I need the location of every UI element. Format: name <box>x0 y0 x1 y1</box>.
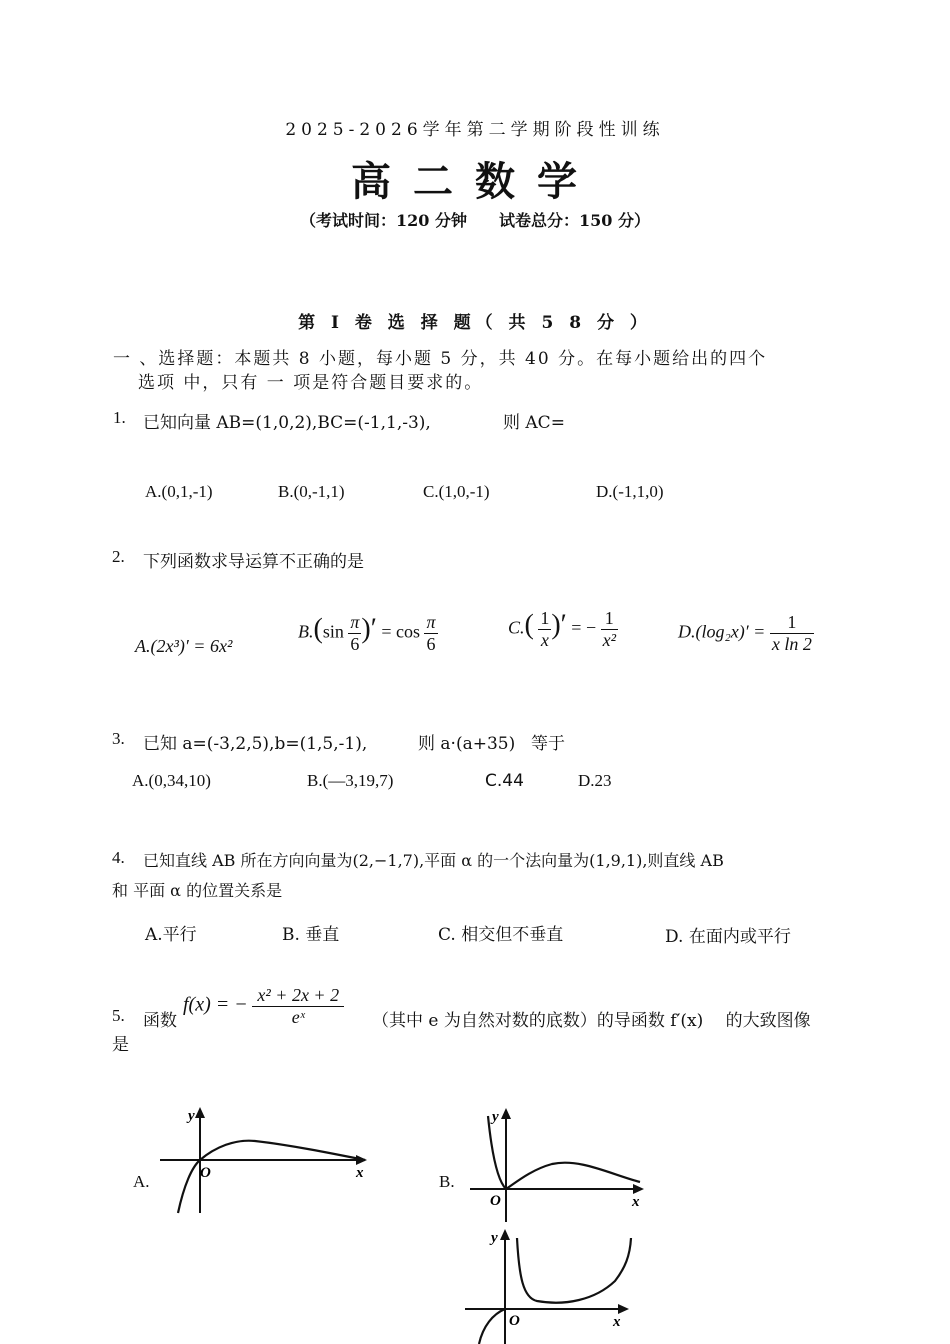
section-title: 第 I 卷 选 择 题（ 共 5 8 分 ） <box>298 313 652 333</box>
q2-option-c-num: 1 <box>540 608 550 628</box>
graph-a-origin: O <box>200 1165 211 1181</box>
q4-option-a: A.平行 <box>145 925 197 945</box>
q2-option-b-pi: π <box>350 612 360 632</box>
q5-stem-prefix: 函数 <box>143 1011 177 1031</box>
graph-a-x-label: x <box>356 1165 364 1181</box>
q5-function <box>183 985 344 1028</box>
q4-line1: 已知直线 AB 所在方向向量为(2,−1,7),平面 α 的一个法向量为(1,9,1),则直线 AB <box>143 851 724 870</box>
q5-graph-b <box>470 1106 650 1224</box>
q5-func-left: f(x) = − <box>183 993 248 1016</box>
q1-option-b: B.(0,-1,1) <box>278 482 345 501</box>
q2-option-a-expr: (2x³)′ = 6x² <box>150 636 233 656</box>
graph-c-origin: O <box>509 1313 520 1329</box>
q2-option-d-den: x ln 2 <box>771 634 812 654</box>
graph-b-y-label: y <box>492 1109 499 1125</box>
q5-graph-b-label: B. <box>439 1172 455 1191</box>
q2-option-b-cos: = cos <box>381 621 420 642</box>
q5-graph-c <box>465 1226 650 1344</box>
q5-stem-wrap: 是 <box>112 1035 129 1055</box>
q1-option-d: D.(-1,1,0) <box>596 482 664 501</box>
q3-number: 3. <box>112 729 125 748</box>
q2-option-d-label: D. <box>678 621 696 642</box>
q2-option-a-label: A. <box>135 636 151 656</box>
q2-option-b: B.(sin $\frac{\pi}{6}$ )′ = cos $\frac{\pi}{6}$ <box>298 612 436 654</box>
q2-option-d-left: (log₂x)′ = <box>695 621 766 642</box>
q3-stem-tail: 等于 <box>531 734 565 754</box>
q1-stem-tail: 则 AC= <box>503 413 565 433</box>
q3-option-b: B.(—3,19,7) <box>307 771 394 790</box>
q5-func-num: x² + 2x + 2 <box>252 985 344 1007</box>
subject-title: 高二数学 <box>351 158 599 205</box>
q4-number: 4. <box>112 848 125 867</box>
exam-info: （考试时间：120 分钟 试卷总分：150 分） <box>300 211 650 230</box>
graph-b-origin: O <box>490 1193 501 1209</box>
q4-option-d: D. 在面内或平行 <box>665 927 791 947</box>
q2-option-b-den: 6 <box>350 634 360 654</box>
exam-year-line: 2025-2026学年第二学期阶段性训练 <box>285 120 665 140</box>
q2-option-c-eq: = − <box>571 617 597 638</box>
q3-stem-mid: 则 a·(a+35) <box>418 734 516 754</box>
q5-graph-a-label: A. <box>133 1172 150 1191</box>
q2-option-c: C.( $\frac{1}{x}$ )′ = − $\frac{1}{\text{x²}}$ <box>508 608 616 650</box>
graph-a-y-label: y <box>188 1108 195 1124</box>
q2-option-c-label: C. <box>508 617 525 638</box>
q5-stem-tail: （其中 e 为自然对数的底数）的导函数 f′(x) 的大致图像 <box>372 1011 811 1031</box>
q4-option-c: C. 相交但不垂直 <box>438 925 564 945</box>
q4-line2: 和 平面 α 的位置关系是 <box>112 881 283 900</box>
q3-option-d: D.23 <box>578 771 612 790</box>
q5-func-den: eˣ <box>291 1007 305 1027</box>
q2-option-b-sin: sin <box>322 621 344 642</box>
q1-option-a: A.(0,1,-1) <box>145 482 213 501</box>
q5-number: 5. <box>112 1006 125 1025</box>
q2-number: 2. <box>112 547 125 566</box>
q2-option-b-pi-2: π <box>426 612 436 632</box>
q3-stem: 已知 a=(-3,2,5),b=(1,5,-1), <box>143 734 368 754</box>
section-instructions-line2: 选项 中，只有 一 项是符合题目要求的。 <box>138 373 484 393</box>
q2-option-c-rnum: 1 <box>601 608 618 630</box>
q1-option-c: C.(1,0,-1) <box>423 482 490 501</box>
q2-option-b-label: B. <box>298 621 314 642</box>
q2-option-c-den: x <box>540 630 549 650</box>
section-instructions-line1: 一 、选择题：本题共 8 小题，每小题 5 分，共 40 分。在每小题给出的四个 <box>113 349 768 369</box>
graph-c-x-label: x <box>613 1314 621 1330</box>
graph-c-y-label: y <box>491 1230 498 1246</box>
q3-option-c: C.44 <box>485 771 524 791</box>
q2-option-d <box>678 612 814 655</box>
q5-graph-a <box>160 1105 375 1215</box>
graph-b-x-label: x <box>632 1194 640 1210</box>
q2-option-d-num: 1 <box>770 612 814 634</box>
q2-option-b-den-2: 6 <box>426 634 436 654</box>
q3-option-a: A.(0,34,10) <box>132 771 211 790</box>
q2-stem: 下列函数求导运算不正确的是 <box>143 552 364 572</box>
q2-option-c-rden: x² <box>602 630 616 650</box>
q1-stem: 已知向量 AB=(1,0,2),BC=(-1,1,-3), <box>143 413 431 433</box>
q1-number: 1. <box>113 408 126 427</box>
q4-option-b: B. 垂直 <box>282 925 340 945</box>
q2-option-a <box>135 636 232 657</box>
